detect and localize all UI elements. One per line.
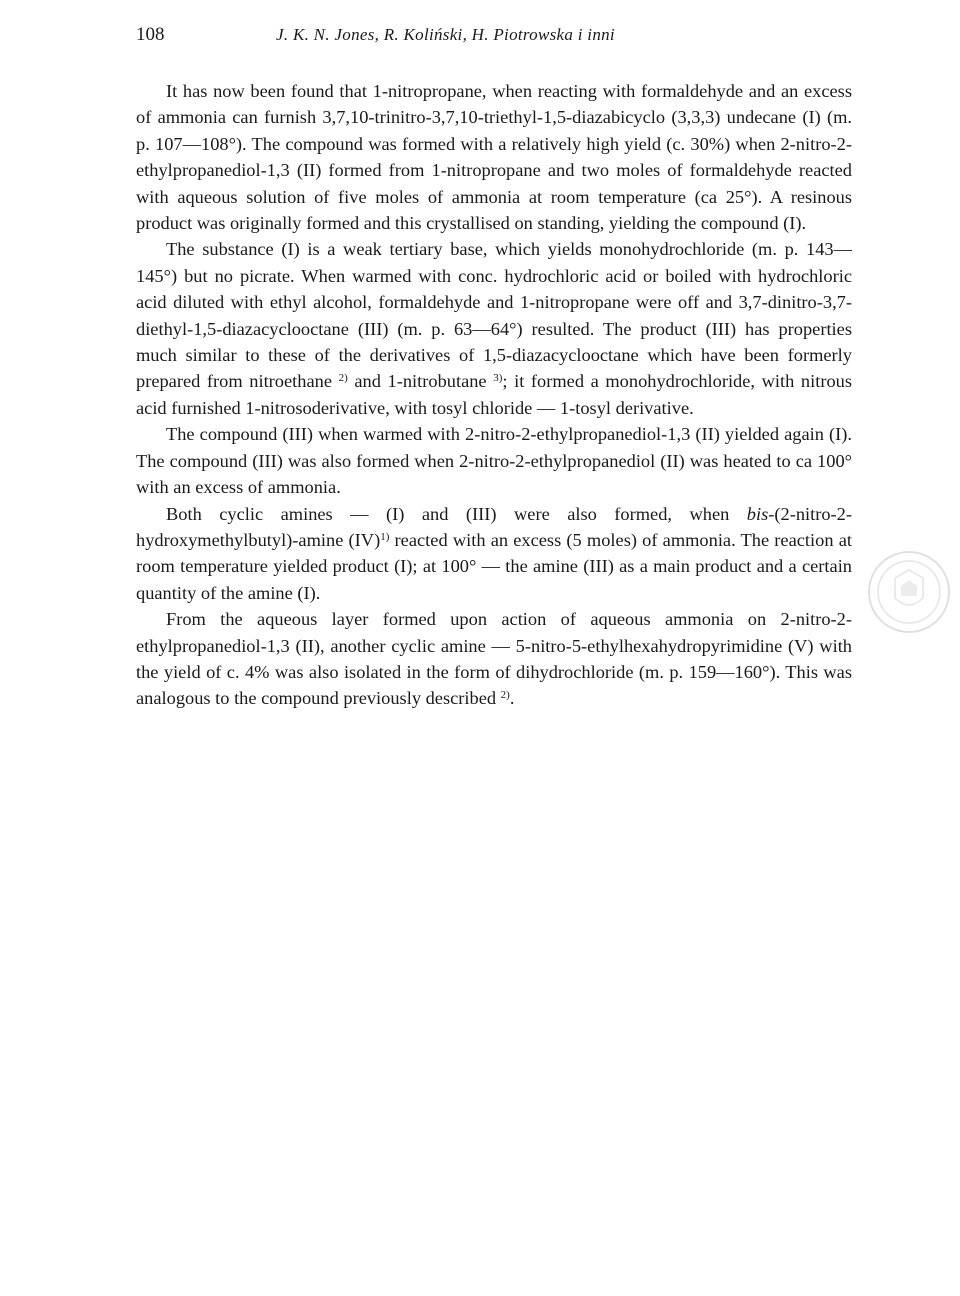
text-segment: Both cyclic amines — (I) and (III) were also formed, when xyxy=(166,503,747,524)
running-head: J. K. N. Jones, R. Koliński, H. Piotrowska i inni xyxy=(276,25,615,44)
text-segment: and 1-nitrobutane xyxy=(347,371,494,392)
text-segment: -(2-nitro-2-hydroxymethylbutyl)-amine (IV) xyxy=(136,503,852,550)
text-segment: From the aqueous layer formed upon action of aqueous ammonia on 2-nitro-2-ethylpropanediol-1,3 (II), another cyclic amine — 5-nitro-5-ethylhexahydropyrimidine (V) with the yield of c. 4% was also isolated in the form of dihydrochloride (m. p. 159—160°). This was analogous to the compound previously described xyxy=(136,609,852,709)
footnote-ref: 2) xyxy=(500,689,510,702)
library-stamp-icon xyxy=(865,548,953,636)
footnote-ref: 1) xyxy=(380,530,390,543)
page-number: 108 xyxy=(136,24,165,45)
text-segment: The compound (III) when warmed with 2-nitro-2-ethylpropanediol-1,3 (II) yielded again (I). The compound (III) was also formed when 2-nitro-2-ethylpropanediol (II) was heated to ca 100° with an excess of ammonia. xyxy=(136,424,852,498)
paragraph xyxy=(136,421,852,500)
text-segment: It has now been found that 1-nitropropane, when reacting with formaldehyde and an excess of ammonia can furnish 3,7,10-trinitro-3,7,10-triethyl-1,5-diazabicyclo (3,3,3) undecane (I) (m. p. 107—108°). The compound was formed with a relatively high yield (c. 30%) when 2-nitro-2-ethylpropanediol-1,3 (II) formed from 1-nitropropane and two moles of formaldehyde reacted with aqueous solution of five moles of ammonia at room temperature (ca 25°). A resinous product was originally formed and this crystallised on standing, yielding the compound (I). xyxy=(136,81,852,234)
text-segment: The substance (I) is a weak tertiary base, which yields monohydrochloride (m. p. 143—145°) but no picrate. When warmed with conc. hydrochloric acid or boiled with hydrochloric acid diluted with ethyl alcohol, formaldehyde and 1-nitropropane were off and 3,7-dinitro-3,7-diethyl-1,5-diazacyclooctane (III) (m. p. 63—64°) resulted. The product (III) has properties much similar to these of the derivatives of 1,5-diazacyclooctane which have been formerly prepared from nitroethane xyxy=(136,239,852,392)
paragraph xyxy=(136,78,852,236)
paragraph xyxy=(136,606,852,712)
footnote-ref: 2) xyxy=(338,372,348,385)
page-header xyxy=(136,24,852,54)
body-text xyxy=(136,78,852,712)
text-segment: . xyxy=(509,688,515,709)
footnote-ref: 3) xyxy=(493,372,503,385)
text-segment: ; it formed a monohydrochloride, with nitrous acid furnished 1-nitrosoderivative, with tosyl chloride — 1-tosyl derivative. xyxy=(136,371,852,418)
paragraph xyxy=(136,501,852,607)
italic-text: bis xyxy=(746,503,769,524)
text-segment: reacted with an excess (5 moles) of ammonia. The reaction at room temperature yielded product (I); at 100° — the amine (III) as a main product and a certain quantity of the amine (I). xyxy=(136,529,852,603)
paragraph xyxy=(136,236,852,421)
